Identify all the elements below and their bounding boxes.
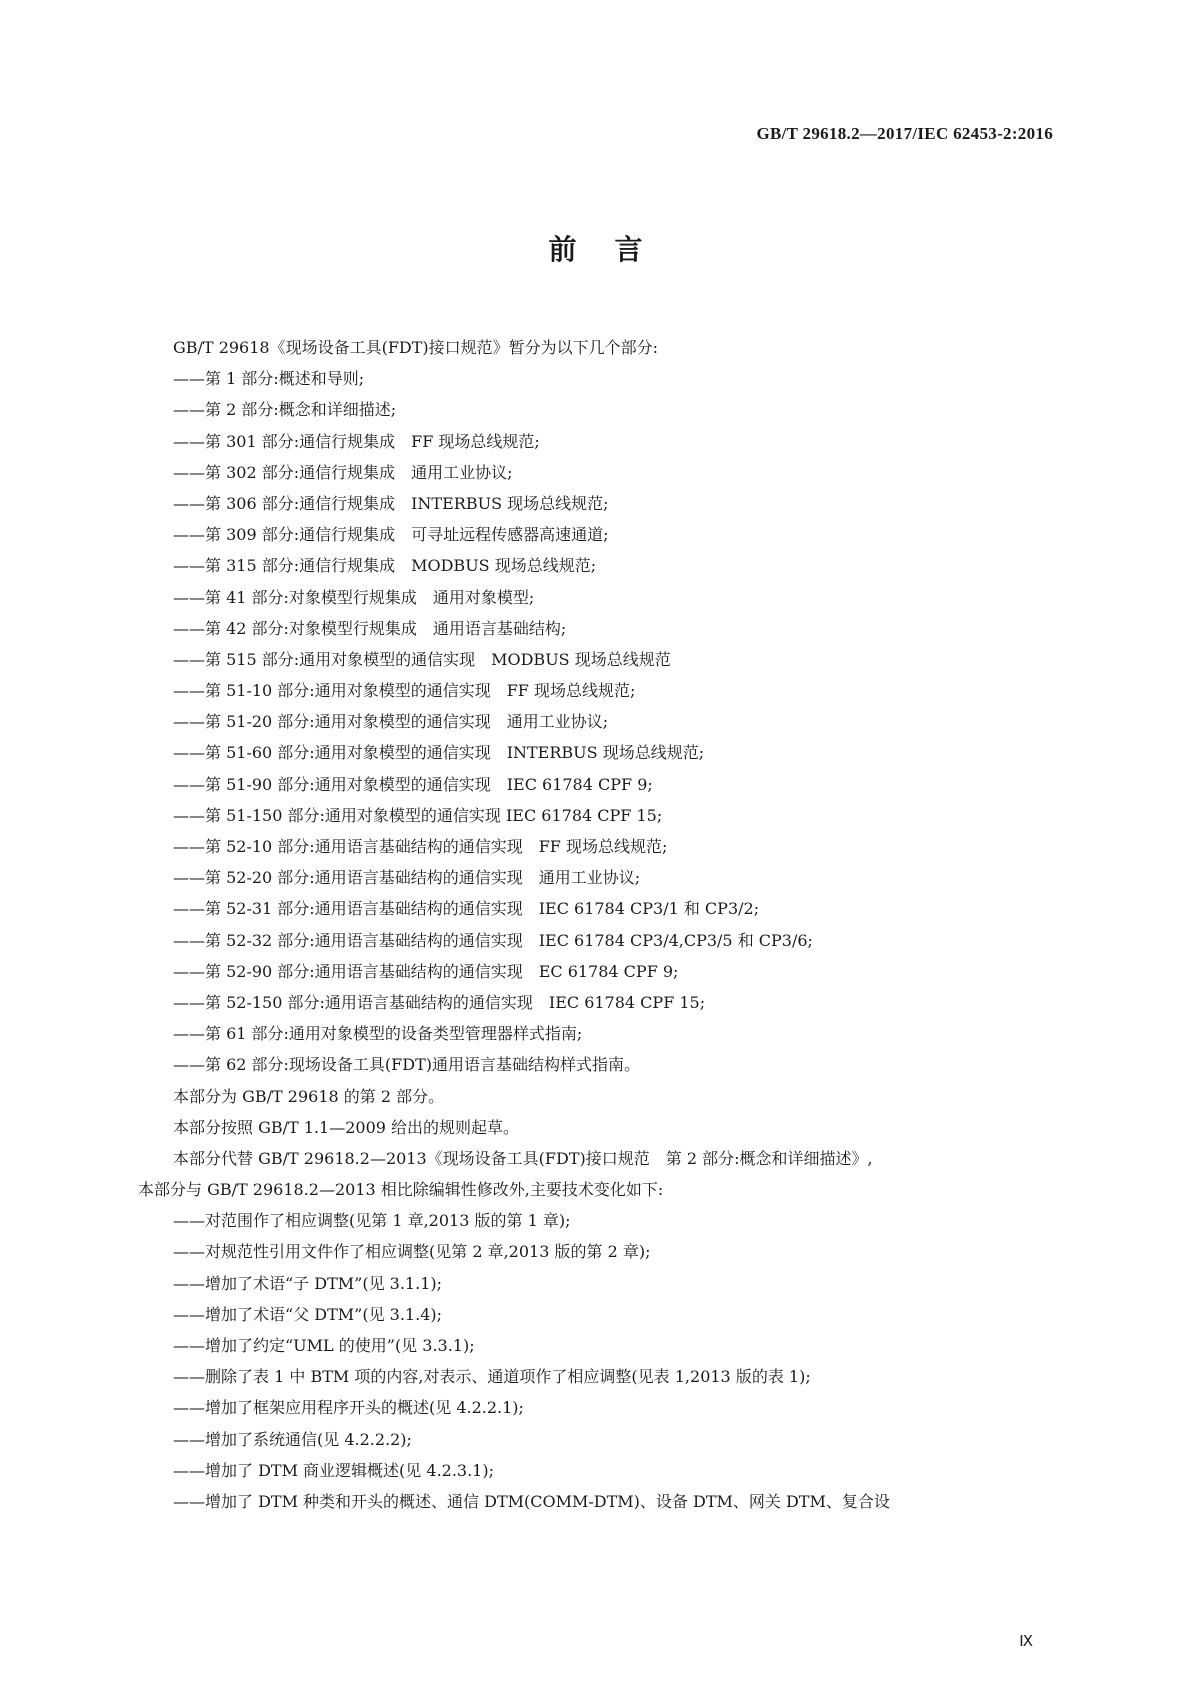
text-line: ——增加了约定“UML 的使用”(见 3.3.1); — [173, 1336, 475, 1355]
text-line: ——第 301 部分:通信行规集成 FF 现场总线规范; — [173, 431, 540, 451]
text-line: ——第 1 部分:概述和导则; — [173, 369, 365, 389]
text-line: ——第 52-90 部分:通用语言基础结构的通信实现 EC 61784 CPF 9; — [173, 961, 679, 981]
document-body — [138, 332, 1068, 1517]
text-line: GB/T 29618《现场设备工具(FDT)接口规范》暂分为以下几个部分: — [173, 338, 659, 357]
text-line: ——增加了系统通信(见 4.2.2.2); — [173, 1429, 412, 1449]
text-line: ——对范围作了相应调整(见第 1 章,2013 版的第 1 章); — [173, 1211, 571, 1231]
text-line: ——第 41 部分:对象模型行规集成 通用对象模型; — [173, 587, 535, 607]
text-line: ——第 302 部分:通信行规集成 通用工业协议; — [173, 462, 513, 482]
text-line: ——第 515 部分:通用对象模型的通信实现 MODBUS 现场总线规范 — [173, 649, 671, 669]
text-line: 本部分代替 GB/T 29618.2—2013《现场设备工具(FDT)接口规范 第 2 部分:概念和详细描述》, — [173, 1148, 873, 1168]
text-line: ——第 51-90 部分:通用对象模型的通信实现 IEC 61784 CPF 9; — [173, 774, 653, 794]
text-line: ——增加了术语“父 DTM”(见 3.1.4); — [173, 1304, 443, 1324]
page-number: Ⅸ — [1019, 1634, 1033, 1650]
text-line: ——删除了表 1 中 BTM 项的内容,对表示、通道项作了相应调整(见表 1,2013 版的表 1); — [173, 1367, 811, 1387]
text-line: 本部分为 GB/T 29618 的第 2 部分。 — [173, 1086, 445, 1106]
text-line: ——第 309 部分:通信行规集成 可寻址远程传感器高速通道; — [173, 525, 609, 545]
text-line: ——增加了术语“子 DTM”(见 3.1.1); — [173, 1273, 443, 1293]
text-line: ——第 51-20 部分:通用对象模型的通信实现 通用工业协议; — [173, 712, 609, 732]
text-line: ——第 52-32 部分:通用语言基础结构的通信实现 IEC 61784 CP3/4,CP3/5 和 CP3/6; — [173, 930, 813, 950]
standard-code: GB/T 29618.2—2017/IEC 62453-2:2016 — [756, 124, 1053, 143]
text-line: ——第 42 部分:对象模型行规集成 通用语言基础结构; — [173, 618, 567, 638]
text-line: ——第 52-31 部分:通用语言基础结构的通信实现 IEC 61784 CP3/1 和 CP3/2; — [173, 899, 760, 919]
text-line: 本部分按照 GB/T 1.1—2009 给出的规则起草。 — [173, 1117, 520, 1137]
text-line: ——第 62 部分:现场设备工具(FDT)通用语言基础结构样式指南。 — [173, 1055, 641, 1075]
text-line: ——第 51-60 部分:通用对象模型的通信实现 INTERBUS 现场总线规范; — [173, 743, 705, 763]
text-line: ——增加了 DTM 种类和开头的概述、通信 DTM(COMM-DTM)、设备 DTM、网关 DTM、复合设 — [173, 1491, 890, 1511]
text-line: ——第 2 部分:概念和详细描述; — [173, 400, 397, 420]
text-line: ——对规范性引用文件作了相应调整(见第 2 章,2013 版的第 2 章); — [173, 1242, 651, 1262]
text-line: ——增加了框架应用程序开头的概述(见 4.2.2.1); — [173, 1398, 524, 1418]
text-line: ——第 306 部分:通信行规集成 INTERBUS 现场总线规范; — [173, 493, 609, 513]
text-line: 本部分与 GB/T 29618.2—2013 相比除编辑性修改外,主要技术变化如下: — [138, 1180, 664, 1200]
text-line: ——增加了 DTM 商业逻辑概述(见 4.2.3.1); — [173, 1460, 494, 1480]
text-line: ——第 315 部分:通信行规集成 MODBUS 现场总线规范; — [173, 556, 597, 576]
text-line: ——第 52-10 部分:通用语言基础结构的通信实现 FF 现场总线规范; — [173, 837, 668, 856]
text-line: ——第 52-150 部分:通用语言基础结构的通信实现 IEC 61784 CPF 15; — [173, 992, 706, 1012]
text-line: ——第 52-20 部分:通用语言基础结构的通信实现 通用工业协议; — [173, 868, 641, 888]
page-title: 前言 — [548, 233, 681, 266]
text-line: ——第 51-10 部分:通用对象模型的通信实现 FF 现场总线规范; — [173, 681, 636, 701]
text-line: ——第 61 部分:通用对象模型的设备类型管理器样式指南; — [173, 1024, 583, 1044]
text-line: ——第 51-150 部分:通用对象模型的通信实现 IEC 61784 CPF 15; — [173, 805, 663, 825]
